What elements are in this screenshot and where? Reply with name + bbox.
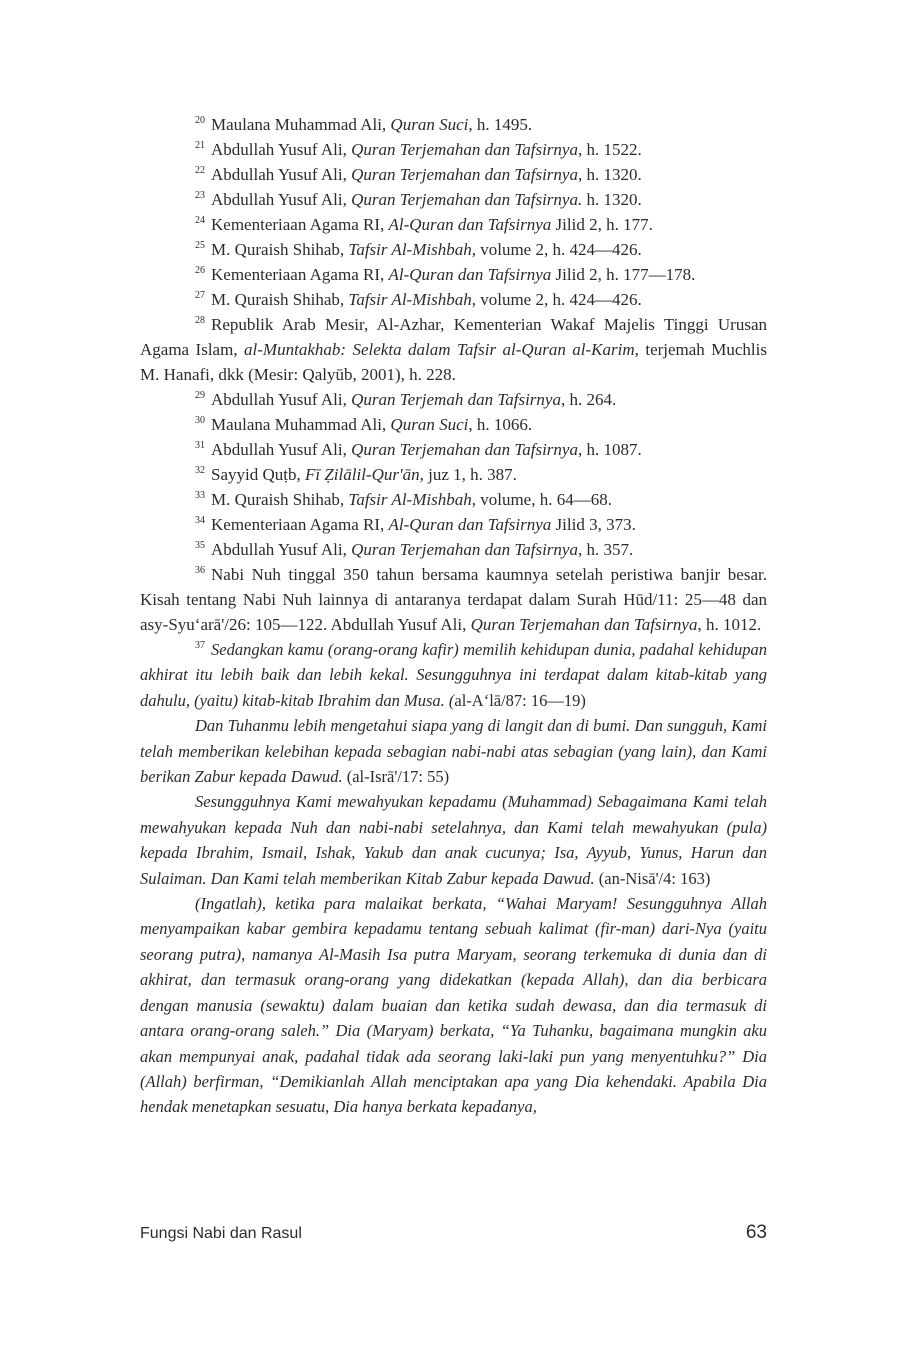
- footnote-number: 34: [195, 515, 205, 526]
- footnote-citation: Jilid 2, h. 177—178.: [551, 265, 696, 284]
- footnote-item: [140, 562, 767, 637]
- footnote-citation: , juz 1, h. 387.: [419, 465, 517, 484]
- footnote-title: Tafsir Al-Mishbah: [348, 240, 472, 259]
- footnote-title: al-Muntakhab: Selekta dalam Tafsir al-Quran al-Karim: [244, 340, 635, 359]
- quran-translation: Sedangkan kamu (orang-orang kafir) memilih kehidupan dunia, padahal kehidupan akhirat itu lebih baik dan lebih kekal. Sesungguhnya ini terdapat dalam kitab-kitab yang dahulu, (yaitu) kitab-kitab Ibrahim dan Musa. (: [140, 640, 767, 710]
- footnote-37-para-1: [140, 637, 767, 713]
- footnote-author: Maulana Muhammad Ali,: [211, 115, 391, 134]
- footnote-title: Quran Terjemahan dan Tafsirnya: [351, 165, 578, 184]
- footnote-title: Quran Terjemahan dan Tafsirnya: [351, 540, 578, 559]
- footnote-citation: Jilid 2, h. 177.: [551, 215, 653, 234]
- footnote-author: M. Quraish Shihab,: [211, 290, 349, 309]
- footnote-number: 37: [195, 640, 205, 651]
- footnote-title: Tafsir Al-Mishbah: [348, 490, 472, 509]
- footnote-item: [140, 162, 767, 187]
- footnote-author: M. Quraish Shihab,: [211, 240, 349, 259]
- footnote-author: Republik Arab Mesir, Al-Azhar, Kementerian Wakaf Majelis Tinggi Urusan Agama Islam,: [140, 315, 767, 359]
- footnote-citation: , terjemah Muchlis M. Hanafi, dkk (Mesir: Qalyūb, 2001), h. 228.: [140, 340, 767, 384]
- footnote-author: Maulana Muhammad Ali,: [211, 415, 391, 434]
- footnote-item: [140, 212, 767, 237]
- footnote-author: Abdullah Yusuf Ali,: [211, 190, 352, 209]
- footnote-item: [140, 187, 767, 212]
- footnote-author: Abdullah Yusuf Ali,: [211, 165, 352, 184]
- quran-translation: (Ingatlah), ketika para malaikat berkata, “Wahai Maryam! Sesungguhnya Allah menyampaikan kabar gembira kepadamu tentang sebuah kalimat (fir-man) dari-Nya (yaitu seorang putra), namanya Al-Masih Isa putra Maryam, seorang terkemuka di dunia dan di akhirat, dan termasuk orang-orang yang didekatkan (kepada Allah), dan dia berbicara dengan manusia (sewaktu) dalam buaian dan ketika sudah dewasa, dan dia termasuk di antara orang-orang saleh.” Dia (Maryam) berkata, “Ya Tuhanku, bagaimana mungkin aku akan mempunyai anak, padahal tidak ada seorang laki-laki pun yang menyentuhku?” Dia (Allah) berfirman, “Demikianlah Allah menciptakan apa yang Dia kehendaki. Apabila Dia hendak menetapkan sesuatu, Dia hanya berkata kepadanya,: [140, 894, 767, 1117]
- footnote-number: 30: [195, 415, 205, 426]
- footnote-number: 32: [195, 465, 205, 476]
- footnote-item: [140, 437, 767, 462]
- footnote-number: 24: [195, 215, 205, 226]
- footnote-citation: , h. 1320.: [577, 165, 642, 184]
- footnote-citation: , volume, h. 64—68.: [471, 490, 612, 509]
- footnote-item: [140, 512, 767, 537]
- footnote-author: Kementeriaan Agama RI,: [211, 215, 389, 234]
- footnote-citation: Jilid 3, 373.: [551, 515, 636, 534]
- footnote-number: 22: [195, 165, 205, 176]
- footnote-item: [140, 537, 767, 562]
- quran-translation: Sesungguhnya Kami mewahyukan kepadamu (Muhammad) Sebagaimana Kami telah mewahyukan kepada Nuh dan nabi-nabi setelahnya, dan Kami telah mewahyukan (pula) kepada Ibrahim, Ismail, Ishak, Yakub dan anak cucunya; Isa, Ayyub, Yunus, Harun dan Sulaiman. Dan Kami telah memberikan Kitab Zabur kepada Dawud.: [140, 792, 767, 888]
- footnote-37-para-4: [140, 891, 767, 1120]
- footnote-37-para-2: [140, 713, 767, 789]
- footnote-number: 25: [195, 240, 205, 251]
- footnote-title: Quran Terjemahan dan Tafsirnya: [351, 140, 578, 159]
- footnote-title: Al-Quran dan Tafsirnya: [388, 265, 552, 284]
- footnote-37-para-3: [140, 789, 767, 891]
- footnote-title: Quran Terjemahan dan Tafsirnya.: [351, 190, 583, 209]
- page-footer: [140, 1222, 767, 1244]
- verse-reference: (al-Isrā'/17: 55): [342, 767, 450, 787]
- footnote-item: [140, 462, 767, 487]
- footnote-number: 28: [195, 315, 205, 326]
- footnote-title: Al-Quran dan Tafsirnya: [388, 515, 552, 534]
- footnote-author: Kementeriaan Agama RI,: [211, 515, 389, 534]
- footnote-citation: , h. 264.: [560, 390, 617, 409]
- footnote-number: 33: [195, 490, 205, 501]
- footnote-number: 23: [195, 190, 205, 201]
- footnote-citation: , volume 2, h. 424—426.: [471, 240, 642, 259]
- footnote-number: 27: [195, 290, 205, 301]
- footnote-author: M. Quraish Shihab,: [211, 490, 349, 509]
- footnote-citation: , h. 1012.: [697, 615, 762, 634]
- footnote-citation: , h. 357.: [577, 540, 634, 559]
- running-title: Fungsi Nabi dan Rasul: [140, 1225, 302, 1242]
- footnote-item: [140, 487, 767, 512]
- footnote-title: Quran Suci: [390, 415, 469, 434]
- footnote-item: [140, 237, 767, 262]
- quran-translation: Dan Tuhanmu lebih mengetahui siapa yang di langit dan di bumi. Dan sungguh, Kami telah memberikan kelebihan kepada sebagian nabi-nabi atas sebagian (yang lain), dan Kami berikan Zabur kepada Dawud.: [140, 716, 767, 787]
- footnote-number: 26: [195, 265, 205, 276]
- footnote-author: Sayyid Quṭb,: [211, 465, 305, 484]
- footnote-number: 31: [195, 440, 205, 451]
- footnote-item: [140, 112, 767, 137]
- footnote-author: Abdullah Yusuf Ali,: [211, 440, 352, 459]
- footnote-citation: , h. 1495.: [468, 115, 533, 134]
- footnote-number: 36: [195, 565, 205, 576]
- page-body: [140, 112, 767, 1120]
- footnote-number: 35: [195, 540, 205, 551]
- footnote-number: 21: [195, 140, 205, 151]
- footnote-item: [140, 387, 767, 412]
- footnote-title: Fī Ẓilālil-Qur'ān: [304, 465, 420, 484]
- footnote-item: [140, 137, 767, 162]
- footnote-citation: , volume 2, h. 424—426.: [471, 290, 642, 309]
- verse-reference: (an-Nisā'/4: 163): [594, 868, 711, 888]
- footnote-title: Al-Quran dan Tafsirnya: [388, 215, 552, 234]
- footnote-author: Abdullah Yusuf Ali,: [211, 390, 352, 409]
- verse-reference: al-A‘lā/87: 16—19): [454, 690, 586, 710]
- footnote-item: [140, 312, 767, 387]
- footnote-citation: , h. 1522.: [577, 140, 642, 159]
- footnote-author: Abdullah Yusuf Ali,: [211, 540, 352, 559]
- footnote-title: Quran Suci: [390, 115, 469, 134]
- footnote-item: [140, 287, 767, 312]
- footnote-title: Quran Terjemahan dan Tafsirnya: [470, 615, 698, 634]
- footnote-citation: , h. 1066.: [468, 415, 533, 434]
- footnote-number: 29: [195, 390, 205, 401]
- footnote-item: [140, 412, 767, 437]
- footnote-author: Nabi Nuh tinggal 350 tahun bersama kaumnya setelah peristiwa banjir besar. Kisah tentang Nabi Nuh lainnya di antaranya terdapat dalam Surah Hūd/11: 25—48 dan asy-Syu‘arā'/26: 105—122. Abdullah Yusuf Ali,: [140, 565, 767, 634]
- footnote-citation: , h. 1087.: [577, 440, 642, 459]
- footnote-list: [140, 112, 767, 637]
- footnote-citation: h. 1320.: [582, 190, 642, 209]
- page-number: 63: [745, 1222, 767, 1243]
- footnote-author: Kementeriaan Agama RI,: [211, 265, 389, 284]
- footnote-item: [140, 262, 767, 287]
- footnote-title: Tafsir Al-Mishbah: [348, 290, 472, 309]
- footnote-title: Quran Terjemah dan Tafsirnya: [351, 390, 561, 409]
- footnote-title: Quran Terjemahan dan Tafsirnya: [351, 440, 578, 459]
- footnote-number: 20: [195, 115, 205, 126]
- footnote-author: Abdullah Yusuf Ali,: [211, 140, 352, 159]
